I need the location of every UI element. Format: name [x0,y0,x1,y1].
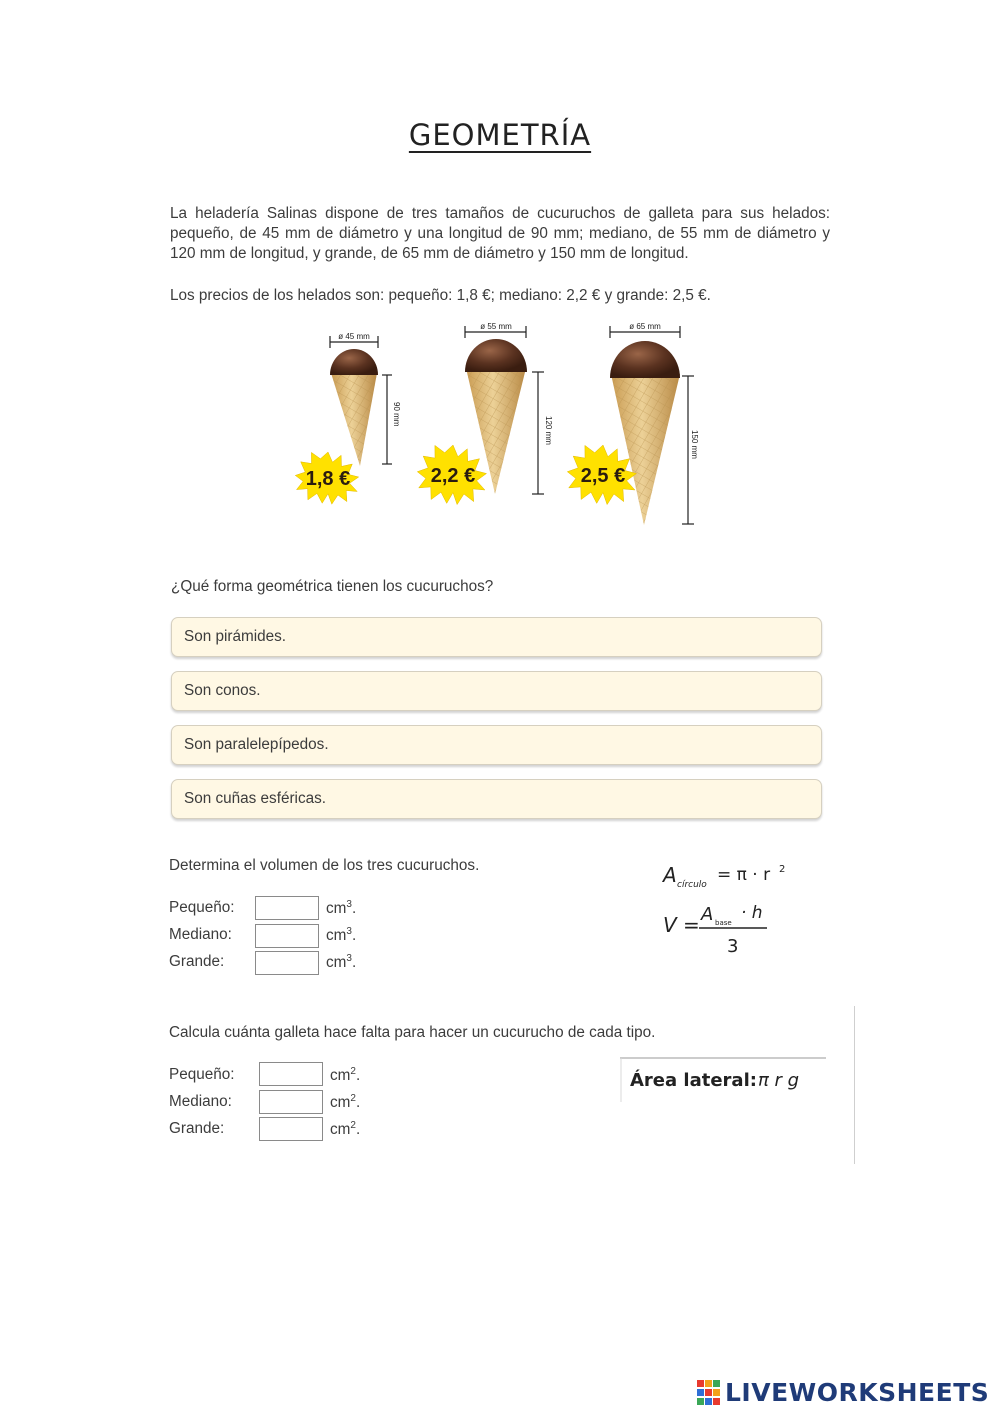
prices-paragraph: Los precios de los helados son: pequeño: 1,8 €; mediano: 2,2 € y grande: 2,5 €. [170,287,711,304]
area-small-input[interactable] [259,1062,323,1086]
medium-cone-length-label: 120 mm [544,416,553,445]
option-piramides[interactable]: Son pirámides. [171,617,822,657]
svg-text:= π · r: = π · r [717,865,771,885]
logo-blocks-icon [697,1380,721,1406]
medium-cone [417,322,553,505]
area-medium-unit: $cm^2$. [330,1093,361,1112]
volume-formula-image [655,850,805,960]
volume-small-unit: $cm^3$. [326,899,357,918]
area-medium-label: Mediano: [169,1093,232,1110]
area-small-unit: $cm^2$. [330,1066,361,1085]
area-large-unit: $cm^2$. [330,1120,361,1139]
question-shape: ¿Qué forma geométrica tienen los cucuruchos? [171,578,494,595]
large-cone-length-label: 150 mm [690,430,699,459]
large-cone [567,322,699,525]
small-cone-length-label: 90 mm [392,402,401,427]
svg-text:A: A [701,904,714,925]
area-large-label: Grande: [169,1120,225,1137]
svg-text:V =: V = [663,913,700,937]
svg-text:3: 3 [727,936,739,957]
svg-text:Área lateral:: Área lateral: [630,1070,757,1091]
volume-medium-unit: $cm^3$. [326,926,357,945]
svg-text:base: base [715,919,732,927]
brand-name: LIVEWORKSHEETS [725,1378,990,1407]
area-large-input[interactable] [259,1117,323,1141]
volume-medium-input[interactable] [255,924,319,948]
medium-cone-diameter-label: ø 55 mm [480,322,512,331]
question-volume: Determina el volumen de los tres cucuruchos. [169,857,480,874]
svg-text:círculo: círculo [677,880,707,890]
option-paralelepipedos[interactable]: Son paralelepípedos. [171,725,822,765]
small-cone [295,332,401,504]
medium-price-label: 2,2 € [430,465,476,487]
divider-line [854,1006,855,1164]
volume-small-input[interactable] [255,896,319,920]
ice-cream-cones-illustration [290,318,710,538]
volume-small-label: Pequeño: [169,899,235,916]
volume-large-label: Grande: [169,953,225,970]
volume-large-input[interactable] [255,951,319,975]
intro-paragraph: La heladería Salinas dispone de tres tamaños de cucuruchos de galleta para sus helados: pequeño, de 45 mm de diámetro y una longitud de 90 mm; mediano, de 55 mm de diámetro y 120 mm de longitud, y grande, de 65 mm de diámetro y 150 mm de longitud. [170,205,830,262]
volume-large-unit: $cm^3$. [326,953,357,972]
svg-text:· h: · h [741,903,763,923]
question-area: Calcula cuánta galleta hace falta para hacer un cucurucho de cada tipo. [169,1024,656,1041]
large-cone-diameter-label: ø 65 mm [629,322,661,331]
option-cunas-esfericas[interactable]: Son cuñas esféricas. [171,779,822,819]
lateral-area-formula-image [620,1056,830,1104]
area-small-label: Pequeño: [169,1066,235,1083]
small-cone-diameter-label: ø 45 mm [338,332,370,341]
svg-text:π r g: π r g [758,1070,800,1091]
option-conos[interactable]: Son conos. [171,671,822,711]
large-price-label: 2,5 € [580,465,626,487]
page-title: GEOMETRÍA [408,118,592,152]
area-medium-input[interactable] [259,1090,323,1114]
svg-text:A: A [663,863,677,887]
svg-text:2: 2 [779,864,786,875]
small-price-label: 1,8 € [305,468,351,490]
volume-medium-label: Mediano: [169,926,232,943]
